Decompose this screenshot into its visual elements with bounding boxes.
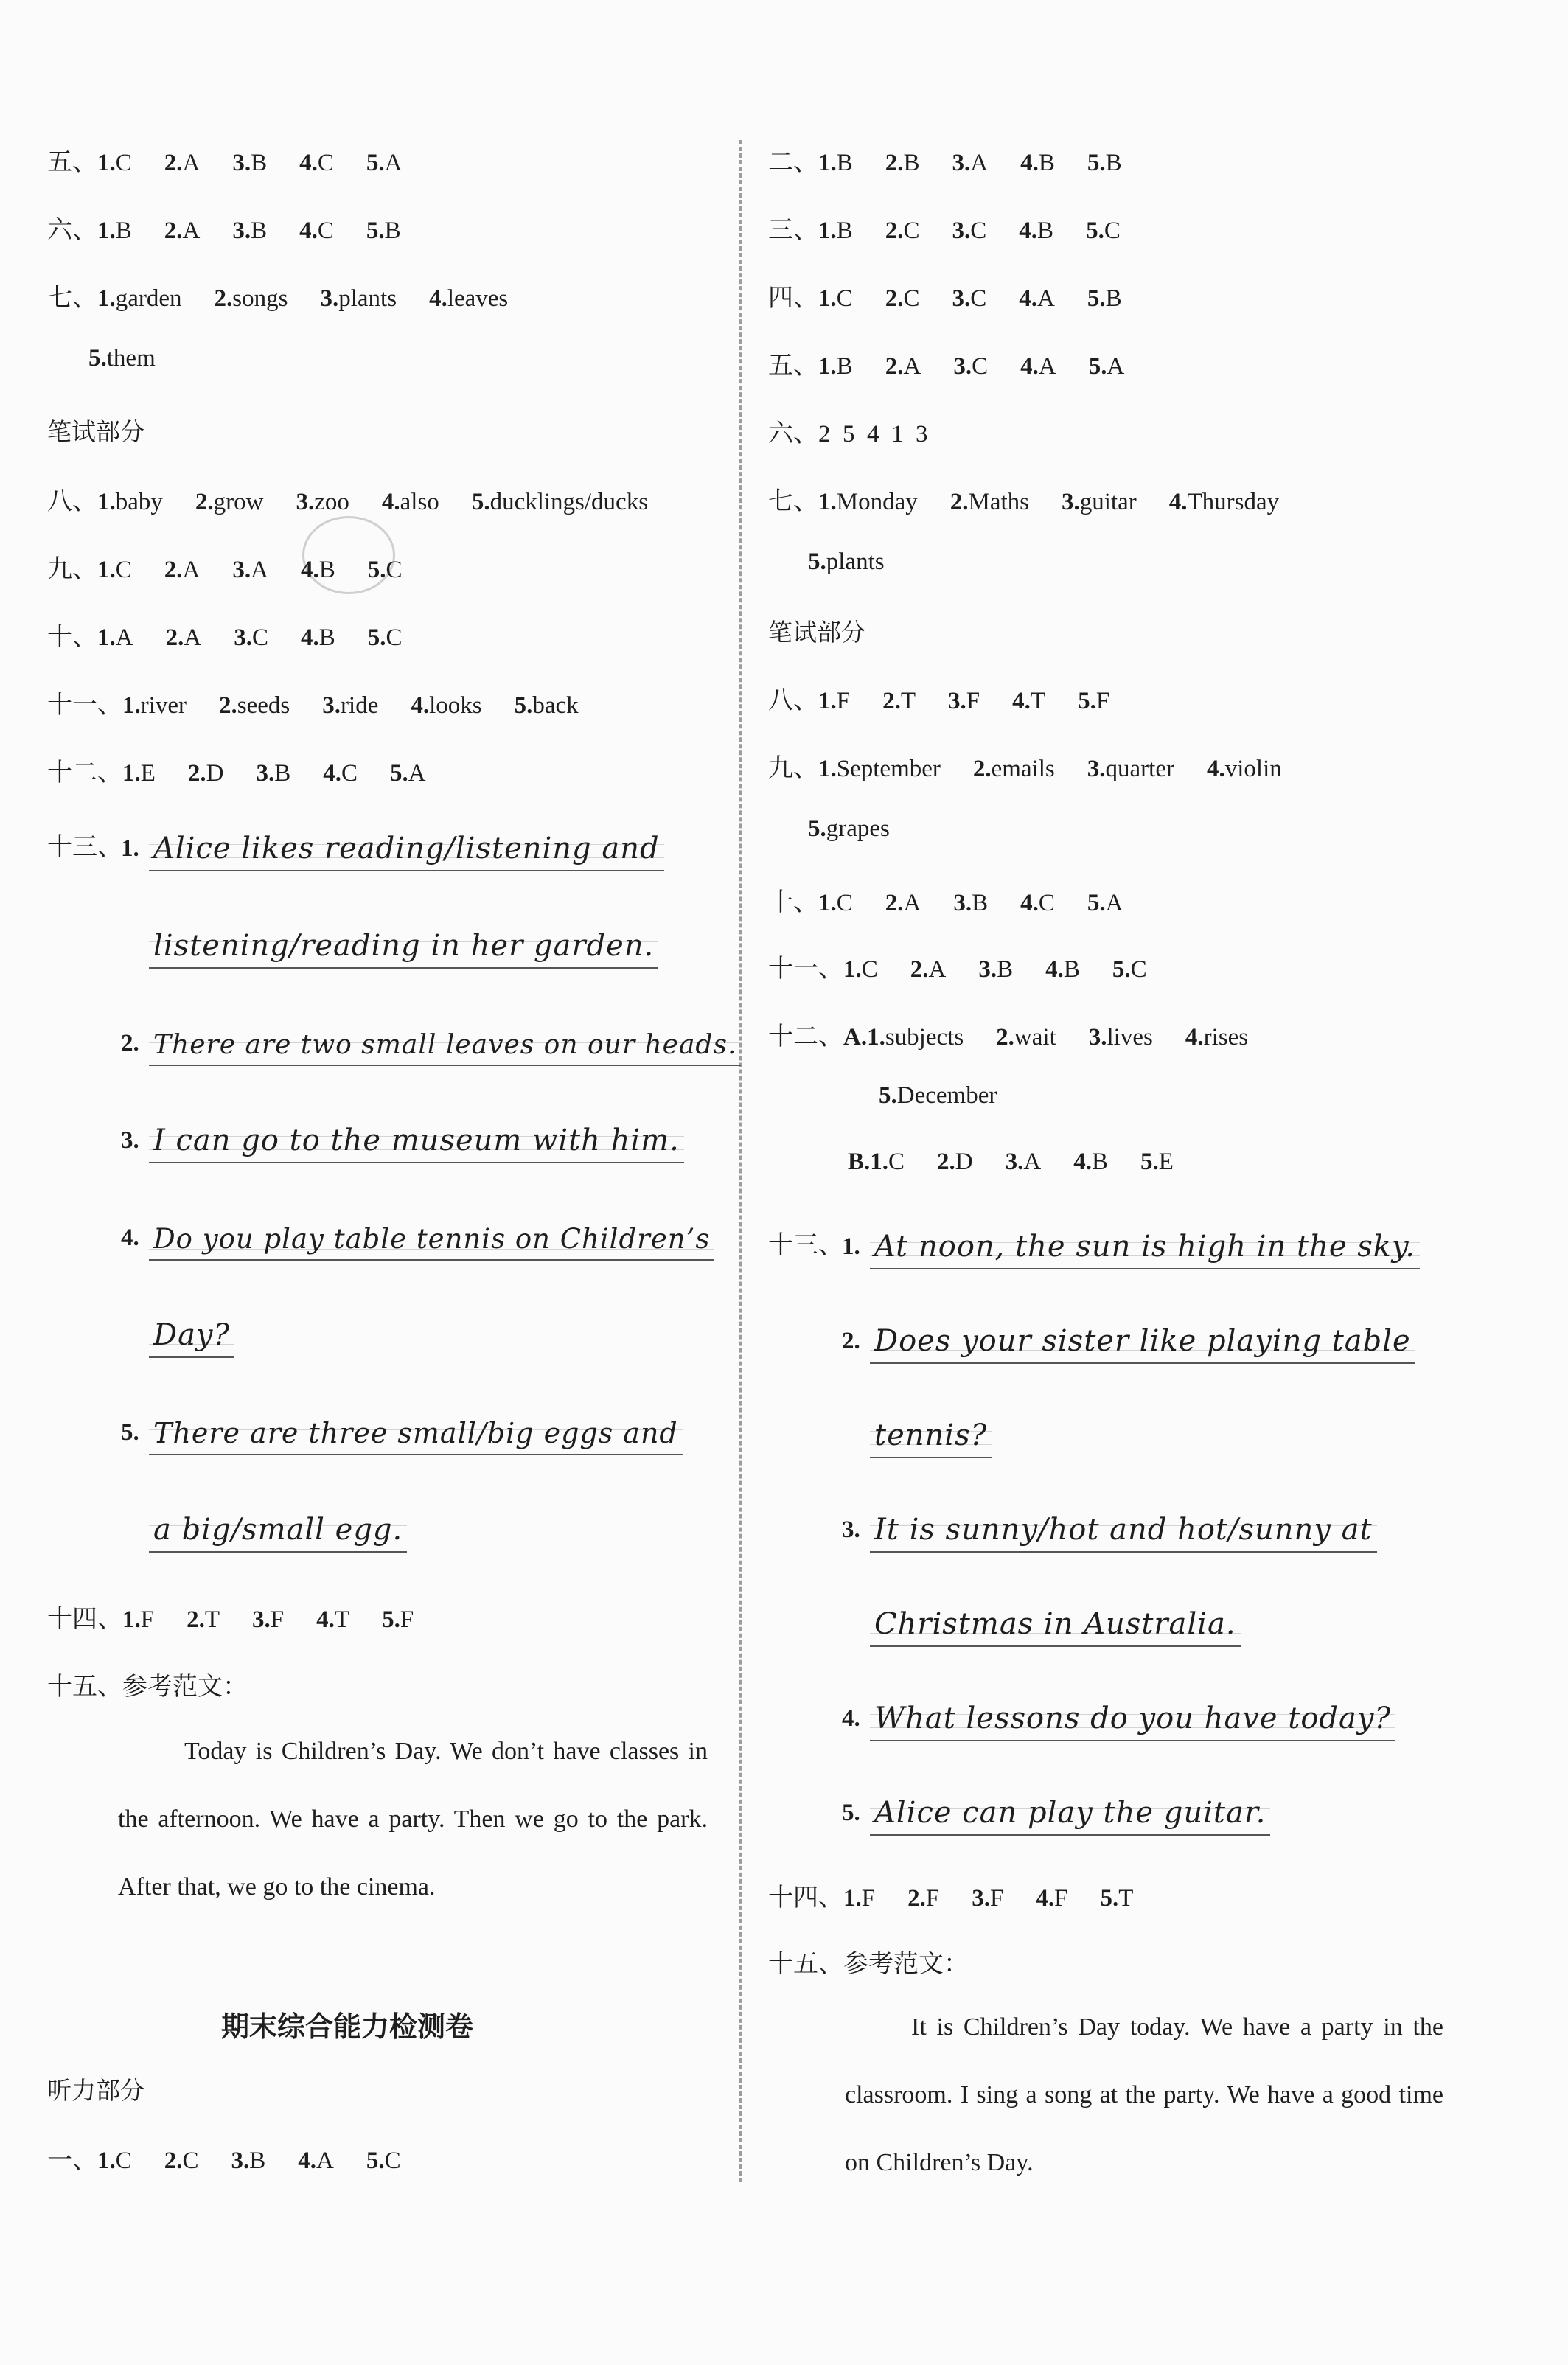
handwriting-row: 5. There are three small/big eggs and [47, 1404, 711, 1455]
column-divider [739, 140, 742, 2182]
handwriting-row: 2. Does your sister like playing table [768, 1312, 1542, 1364]
answer-row: B.1.C 2.D 3.A 4.B 5.E [848, 1149, 1174, 1175]
answer-row: 四、1.C 2.C 3.C 4.A 5.B [768, 283, 1122, 313]
handwritten-answer: listening/reading in her garden. [149, 929, 658, 969]
handwritten-answer: Do you play table tennis on Children’s [149, 1223, 714, 1261]
answer-row: 十一、1.river 2.seeds 3.ride 4.looks 5.back [47, 690, 579, 720]
handwritten-answer: What lessons do you have today? [870, 1702, 1395, 1741]
handwritten-answer: I can go to the museum with him. [149, 1124, 684, 1163]
answer-row: 九、1.C 2.A 3.A 4.B 5.C [47, 554, 403, 584]
handwriting-row: 5. Alice can play the guitar. [768, 1784, 1542, 1836]
answer-row: 十四、1.F 2.F 3.F 4.F 5.T [768, 1883, 1134, 1912]
handwritten-answer: Does your sister like playing table [870, 1324, 1415, 1364]
sample-essay: Today is Children’s Day. We don’t have classes in the afternoon. We have a party. Then we go to the park. After that, we go to the cinema. [118, 1738, 708, 1901]
answer-row-continued: 5.plants [808, 548, 885, 575]
handwriting-row: 3. I can go to the museum with him. [47, 1112, 711, 1163]
essay-heading: 十五、参考范文： [768, 1949, 969, 1979]
answer-row: 三、1.B 2.C 3.C 4.B 5.C [768, 215, 1121, 245]
handwriting-row [47, 1306, 711, 1358]
handwritten-answer: Alice likes reading/listening and [149, 832, 664, 871]
handwritten-answer: a big/small egg. [149, 1513, 407, 1553]
answer-row: 十四、1.F 2.T 3.F 4.T 5.F [47, 1604, 414, 1634]
handwritten-answer: tennis? [870, 1418, 992, 1458]
handwritten-answer: Christmas in Australia. [870, 1607, 1241, 1647]
section-heading: 笔试部分 [768, 618, 865, 647]
answer-row: 十、1.C 2.A 3.B 4.C 5.A [768, 888, 1123, 917]
answer-row: 十二、A.1.subjects 2.wait 3.lives 4.rises [768, 1022, 1249, 1051]
answer-row: 八、1.F 2.T 3.F 4.T 5.F [768, 686, 1110, 715]
handwritten-answer: Day? [149, 1318, 234, 1358]
answer-row: 五、1.B 2.A 3.C 4.A 5.A [768, 351, 1125, 380]
answer-row: 七、1.Monday 2.Maths 3.guitar 4.Thursday [768, 487, 1280, 516]
answer-row: 五、1.C 2.A 3.B 4.C 5.A [47, 147, 403, 177]
handwriting-row: 2. There are two small leaves on our heads. [47, 1014, 711, 1066]
answer-row: 七、1.garden 2.songs 3.plants 4.leaves [47, 283, 509, 313]
answer-row: 十一、1.C 2.A 3.B 4.B 5.C [768, 954, 1147, 983]
answer-row: 九、1.September 2.emails 3.quarter 4.violin [768, 753, 1282, 783]
exam-title: 期末综合能力检测卷 [221, 2010, 474, 2043]
answer-row-continued: 5.them [88, 345, 156, 372]
answer-row: 八、1.baby 2.grow 3.zoo 4.also 5.ducklings/ducks [47, 487, 649, 516]
answer-row: 六、2 5 4 1 3 [768, 419, 928, 448]
handwritten-answer: It is sunny/hot and hot/sunny at [870, 1513, 1377, 1553]
essay-heading: 十五、参考范文： [47, 1672, 248, 1702]
handwriting-row [768, 1407, 1542, 1458]
answer-row: 一、1.C 2.C 3.B 4.A 5.C [47, 2145, 401, 2175]
handwriting-row [47, 1501, 711, 1553]
section-heading: 笔试部分 [47, 417, 144, 446]
handwriting-row [768, 1595, 1542, 1647]
answer-row: 二、1.B 2.B 3.A 4.B 5.B [768, 147, 1122, 177]
handwriting-row: 3. It is sunny/hot and hot/sunny at [768, 1501, 1542, 1553]
answer-row: 十、1.A 2.A 3.C 4.B 5.C [47, 622, 403, 652]
answer-row-continued: 5.grapes [808, 815, 890, 842]
answer-row: 六、1.B 2.A 3.B 4.C 5.B [47, 215, 401, 245]
handwritten-answer: There are three small/big eggs and [149, 1417, 683, 1455]
handwriting-row: 十三、 1. At noon, the sun is high in the sky. [768, 1218, 1542, 1269]
handwritten-answer: There are two small leaves on our heads. [149, 1030, 741, 1066]
section-heading: 听力部分 [47, 2076, 144, 2105]
handwriting-row: 4. Do you play table tennis on Children’s [47, 1209, 711, 1261]
handwriting-row [47, 917, 711, 969]
handwriting-row: 4. What lessons do you have today? [768, 1690, 1542, 1741]
handwritten-answer: At noon, the sun is high in the sky. [870, 1230, 1420, 1269]
answer-row: 十二、1.E 2.D 3.B 4.C 5.A [47, 758, 426, 787]
sample-essay: It is Children’s Day today. We have a party in the classroom. I sing a song at the party. We have a good time on Children’s Day. [845, 2013, 1443, 2176]
handwriting-row: 十三、 1. Alice likes reading/listening and [47, 820, 711, 871]
handwritten-answer: Alice can play the guitar. [870, 1796, 1270, 1836]
answer-row-continued: 5.December [879, 1082, 997, 1109]
